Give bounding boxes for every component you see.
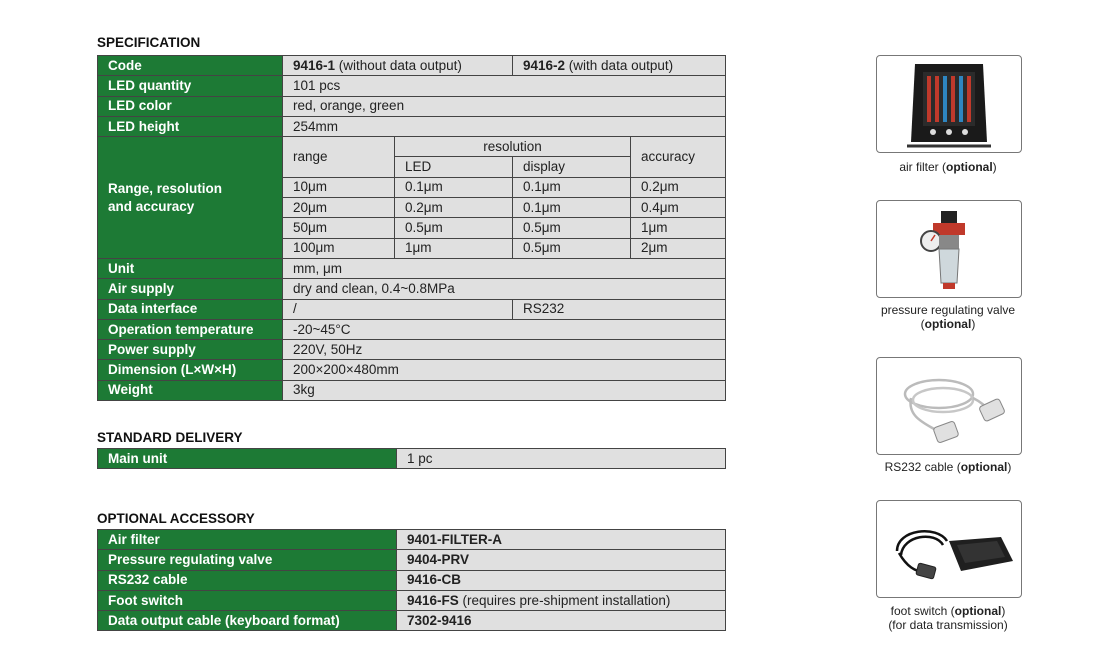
table-row <box>98 590 726 610</box>
accessory-label: Data output cable (keyboard format) <box>98 611 397 631</box>
led-height-value: 254mm <box>283 116 726 136</box>
led-quantity-label: LED quantity <box>98 76 283 96</box>
air-filter-icon <box>877 56 1021 152</box>
table-row <box>98 279 726 299</box>
accessory-code: 9416-CB <box>397 570 726 590</box>
weight-value: 3kg <box>283 380 726 400</box>
table-row <box>98 116 726 136</box>
main-unit-value: 1 pc <box>397 449 726 469</box>
power-supply-label: Power supply <box>98 340 283 360</box>
resolution-header: resolution <box>395 137 631 157</box>
standard-delivery-table <box>97 448 726 469</box>
table-row <box>98 299 726 319</box>
accessory-label: Air filter <box>98 530 397 550</box>
optional-accessory-title: OPTIONAL ACCESSORY <box>97 511 255 526</box>
operation-temperature-label: Operation temperature <box>98 319 283 339</box>
display-res-header: display <box>513 157 631 177</box>
main-unit-label: Main unit <box>98 449 397 469</box>
led-res-cell: 1μm <box>395 238 513 258</box>
foot-switch-caption: foot switch (optional) (for data transmission) <box>888 604 1008 632</box>
accuracy-cell: 1μm <box>631 218 726 238</box>
dimension-value: 200×200×480mm <box>283 360 726 380</box>
foot-switch-image-box <box>876 500 1022 598</box>
range-resolution-label: Range, resolution and accuracy <box>98 137 283 259</box>
data-interface-label: Data interface <box>98 299 283 319</box>
weight-label: Weight <box>98 380 283 400</box>
accuracy-cell: 0.4μm <box>631 198 726 218</box>
display-res-cell: 0.1μm <box>513 177 631 197</box>
display-res-cell: 0.1μm <box>513 198 631 218</box>
rs232-cable-image-box <box>876 357 1022 455</box>
table-row <box>98 550 726 570</box>
air-supply-label: Air supply <box>98 279 283 299</box>
code-model2: 9416-2 (with data output) <box>513 56 726 76</box>
table-row <box>98 76 726 96</box>
table-row <box>98 449 726 469</box>
range-cell: 50μm <box>283 218 395 238</box>
specification-title: SPECIFICATION <box>97 35 201 50</box>
led-res-cell: 0.5μm <box>395 218 513 238</box>
data-interface-value1: / <box>283 299 513 319</box>
power-supply-value: 220V, 50Hz <box>283 340 726 360</box>
accessory-code: 7302-9416 <box>397 611 726 631</box>
accessory-label: Foot switch <box>98 590 397 610</box>
standard-delivery-title: STANDARD DELIVERY <box>97 430 243 445</box>
range-cell: 100μm <box>283 238 395 258</box>
air-filter-caption: air filter (optional) <box>899 160 997 174</box>
table-row <box>98 380 726 400</box>
pressure-valve-icon <box>877 201 1021 297</box>
table-row <box>98 96 726 116</box>
code-label: Code <box>98 56 283 76</box>
range-cell: 20μm <box>283 198 395 218</box>
accuracy-header: accuracy <box>631 137 726 178</box>
led-color-label: LED color <box>98 96 283 116</box>
data-interface-value2: RS232 <box>513 299 726 319</box>
range-header: range <box>283 137 395 178</box>
accuracy-cell: 2μm <box>631 238 726 258</box>
code-model1: 9416-1 (without data output) <box>283 56 513 76</box>
accessory-code: 9401-FILTER-A <box>397 530 726 550</box>
accessory-code: 9416-FS (requires pre-shipment installation) <box>397 590 726 610</box>
specification-table <box>97 55 726 401</box>
optional-accessory-table <box>97 529 726 631</box>
led-res-cell: 0.1μm <box>395 177 513 197</box>
table-row <box>98 258 726 278</box>
operation-temperature-value: -20~45°C <box>283 319 726 339</box>
led-color-value: red, orange, green <box>283 96 726 116</box>
led-quantity-value: 101 pcs <box>283 76 726 96</box>
table-row <box>98 360 726 380</box>
led-height-label: LED height <box>98 116 283 136</box>
table-row <box>98 570 726 590</box>
display-res-cell: 0.5μm <box>513 238 631 258</box>
pressure-valve-image-box <box>876 200 1022 298</box>
dimension-label: Dimension (L×W×H) <box>98 360 283 380</box>
display-res-cell: 0.5μm <box>513 218 631 238</box>
rs232-cable-icon <box>877 358 1021 454</box>
table-row <box>98 611 726 631</box>
table-row <box>98 340 726 360</box>
table-row <box>98 137 726 157</box>
table-row <box>98 56 726 76</box>
air-filter-image-box <box>876 55 1022 153</box>
foot-switch-icon <box>877 501 1021 597</box>
accuracy-cell: 0.2μm <box>631 177 726 197</box>
accessory-label: Pressure regulating valve <box>98 550 397 570</box>
led-res-header: LED <box>395 157 513 177</box>
rs232-cable-caption: RS232 cable (optional) <box>884 460 1012 474</box>
range-cell: 10μm <box>283 177 395 197</box>
table-row <box>98 530 726 550</box>
accessory-label: RS232 cable <box>98 570 397 590</box>
accessory-code: 9404-PRV <box>397 550 726 570</box>
air-supply-value: dry and clean, 0.4~0.8MPa <box>283 279 726 299</box>
led-res-cell: 0.2μm <box>395 198 513 218</box>
unit-label: Unit <box>98 258 283 278</box>
unit-value: mm, μm <box>283 258 726 278</box>
pressure-valve-caption: pressure regulating valve (optional) <box>880 303 1016 331</box>
table-row <box>98 319 726 339</box>
